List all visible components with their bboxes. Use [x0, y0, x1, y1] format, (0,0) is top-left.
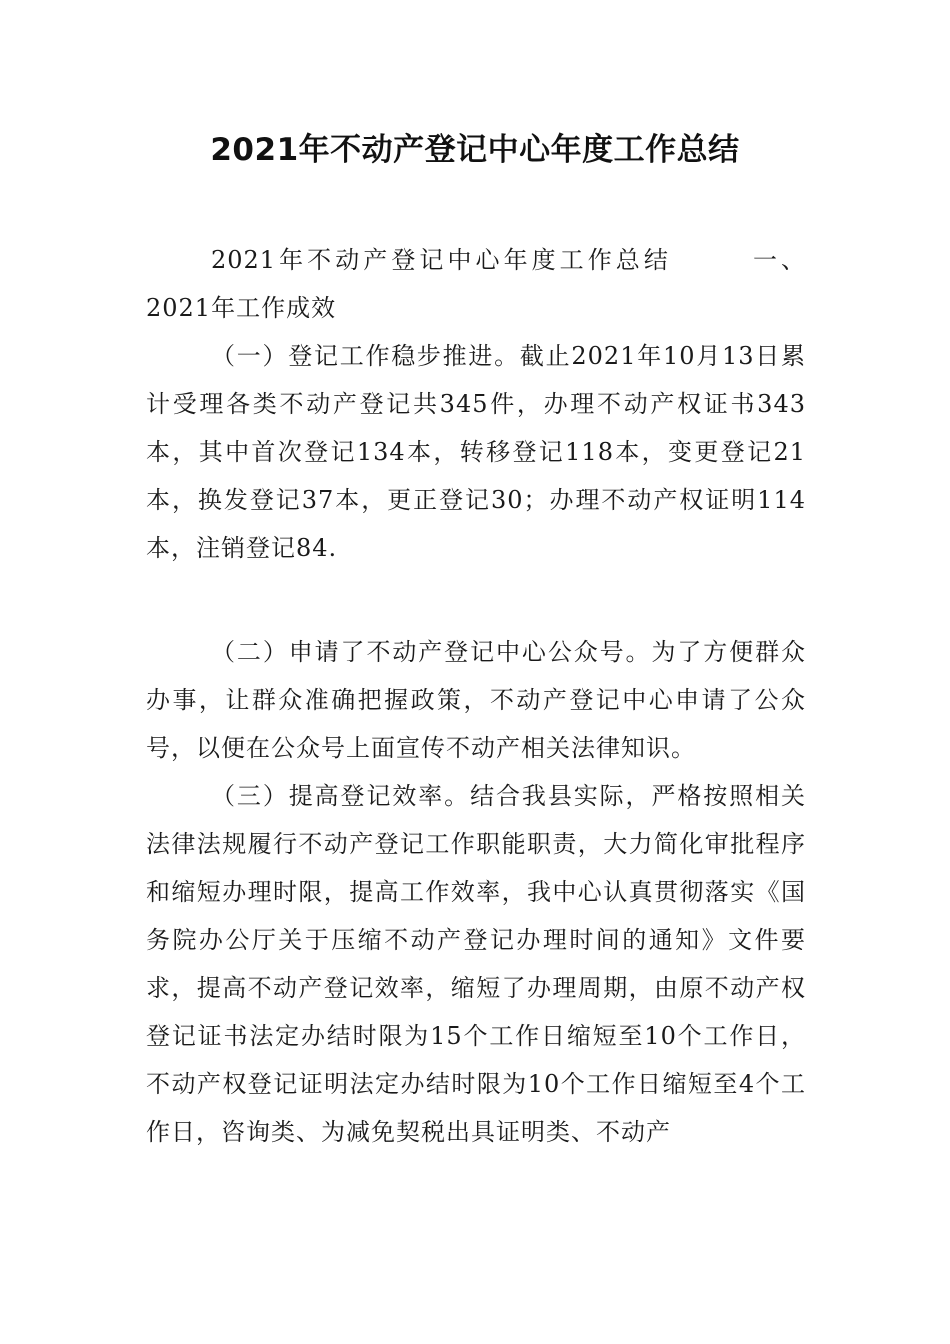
- document-title: 2021年不动产登记中心年度工作总结: [210, 132, 740, 168]
- document-body: [146, 236, 806, 1156]
- paragraph-public-account: （二）申请了不动产登记中心公众号。为了方便群众办事，让群众准确把握政策，不动产登记中心申请了公众号，以便在公众号上面宣传不动产相关法律知识。: [146, 638, 806, 762]
- paragraph-efficiency: （三）提高登记效率。结合我县实际，严格按照相关法律法规履行不动产登记工作职能职责，大力简化审批程序和缩短办理时限，提高工作效率，我中心认真贯彻落实《国务院办公厅关于压缩不动产登记办理时间的通知》文件要求，提高不动产登记效率，缩短了办理周期，由原不动产权登记证书法定办结时限为15个工作日缩短至10个工作日，不动产权登记证明法定办结时限为10个工作日缩短至4个工作日，咨询类、为减免契税出具证明类、不动产: [146, 782, 806, 1146]
- intro-heading: 一、2021年工作成效: [146, 246, 806, 322]
- intro-paragraph: [146, 236, 806, 332]
- paragraph-registration-progress: （一）登记工作稳步推进。截止2021年10月13日累计受理各类不动产登记共345件，办理不动产权证书343本，其中首次登记134本，转移登记118本，变更登记21本，换发登记37本，更正登记30；办理不动产权证明114本，注销登记84.: [146, 342, 806, 562]
- intro-title: 2021年不动产登记中心年度工作总结: [211, 246, 672, 274]
